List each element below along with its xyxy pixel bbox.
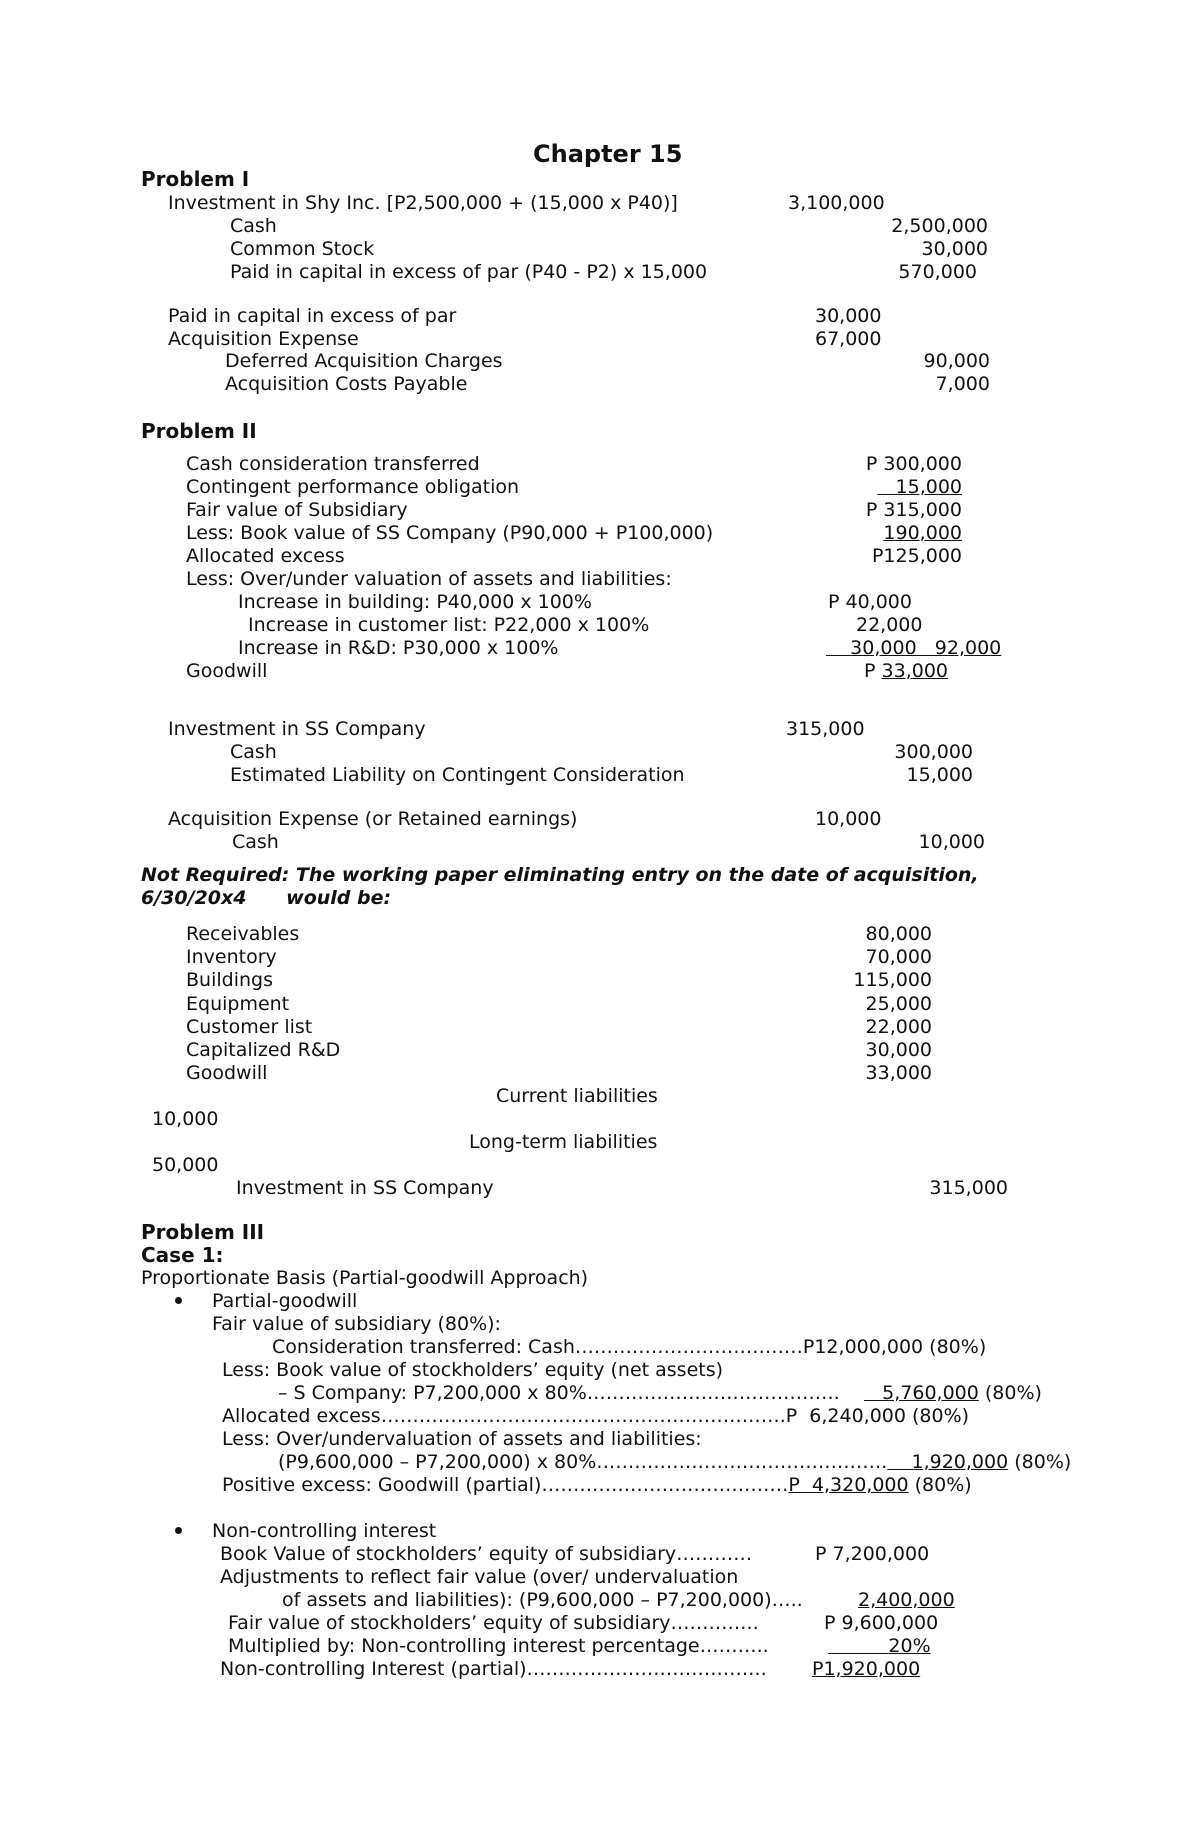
p2-elim-account: Customer list <box>186 1016 313 1038</box>
p2-elim-account: Equipment <box>186 993 290 1015</box>
problem-1-heading: Problem I <box>141 167 250 191</box>
p1-entry1-credit-account: Common Stock <box>230 238 375 260</box>
p2-elim-amount: 33,000 <box>865 1062 932 1084</box>
p3-partial-goodwill-bullet: Partial-goodwill <box>212 1290 358 1312</box>
p2-elim-amount: 30,000 <box>865 1039 932 1061</box>
p3-s-company-line: – S Company: P7,200,000 x 80%…………………………………. 5,760,000 (80%) <box>278 1382 1042 1404</box>
p2-elim-account: Capitalized R&D <box>186 1039 341 1061</box>
p2-comp-label: Less: Over/under valuation of assets and liabilities: <box>186 568 672 590</box>
p3-nci-mult-amount: 20% <box>888 1635 931 1657</box>
p2-comp-amount: P 40,000 <box>828 591 912 613</box>
p3-nci-adj-label-1: Adjustments to reflect fair value (over/ undervaluation <box>220 1566 739 1588</box>
p2-comp-amount: P 315,000 <box>865 499 962 521</box>
p2-comp-amount: 190,000 <box>883 522 962 544</box>
p3-nci-bullet: Non-controlling interest <box>212 1520 437 1542</box>
p2-comp-label: Fair value of Subsidiary <box>186 499 408 521</box>
p2-comp-label: Increase in building: P40,000 x 100% <box>238 591 592 613</box>
p3-positive-line: Positive excess: Goodwill (partial)…………………………………P 4,320,000 (80%) <box>222 1474 972 1496</box>
p2-comp-amount: 15,000 <box>895 476 962 498</box>
p2-elim-amount: 80,000 <box>865 923 932 945</box>
p2-entry2-debit-account: Acquisition Expense (or Retained earnings) <box>168 808 578 830</box>
p2-current-liabilities-amount: 10,000 <box>152 1108 219 1130</box>
bullet-icon <box>175 1297 182 1304</box>
p2-entry1-debit-amount: 315,000 <box>786 718 865 740</box>
p3-nci-fv-amount: P 9,600,000 <box>824 1612 939 1634</box>
p1-entry1-debit-amount: 3,100,000 <box>788 192 885 214</box>
p2-comp-label: Allocated excess <box>186 545 345 567</box>
p2-elim-amount: 22,000 <box>865 1016 932 1038</box>
p3-basis: Proportionate Basis (Partial-goodwill Approach) <box>141 1267 589 1289</box>
problem-3-heading: Problem III <box>141 1220 265 1244</box>
p2-long-term-liabilities-amount: 50,000 <box>152 1154 219 1176</box>
p3-less-over: Less: Over/undervaluation of assets and liabilities: <box>222 1428 702 1450</box>
p3-case-heading: Case 1: <box>141 1243 224 1267</box>
p3-nci-bv-amount: P 7,200,000 <box>815 1543 930 1565</box>
p2-elim-account: Buildings <box>186 969 273 991</box>
p2-elim-amount: 115,000 <box>853 969 932 991</box>
p1-entry2-debit-account: Acquisition Expense <box>168 328 359 350</box>
p1-entry2-credit-amount: 7,000 <box>935 373 990 395</box>
problem-2-heading: Problem II <box>141 419 257 443</box>
p3-fv-label: Fair value of subsidiary (80%): <box>212 1313 501 1335</box>
p3-nci-label: Non-controlling Interest (partial)……………………………….. <box>220 1658 767 1680</box>
p3-nci-adj-label-2: of assets and liabilities): (P9,600,000 – P7,200,000)….. <box>282 1589 803 1611</box>
p3-less-bv: Less: Book value of stockholders’ equity (net assets) <box>222 1359 724 1381</box>
p2-elim-amount: 70,000 <box>865 946 932 968</box>
p3-consideration-line: Consideration transferred: Cash………………………………P12,000,000 (80%) <box>272 1336 987 1358</box>
p2-note-line-2: 6/30/20x4 would be: <box>141 887 392 909</box>
p2-entry1-credit-amount: 300,000 <box>894 741 973 763</box>
p1-entry1-debit-account: Investment in Shy Inc. [P2,500,000 + (15,000 x P40)] <box>168 192 678 214</box>
p2-comp-amount: P 300,000 <box>865 453 962 475</box>
p2-entry1-credit-amount: 15,000 <box>906 764 973 786</box>
p2-investment-label: Investment in SS Company <box>236 1177 494 1199</box>
p3-nci-mult-label: Multiplied by: Non-controlling interest percentage……….. <box>228 1635 769 1657</box>
page-title: Chapter 15 <box>533 140 683 168</box>
p3-nci-adj-amount: 2,400,000 <box>858 1589 955 1611</box>
p2-note-line-1: Not Required: The working paper eliminating entry on the date of acquisition, <box>141 864 979 886</box>
p2-entry1-debit-account: Investment in SS Company <box>168 718 426 740</box>
p2-entry2-credit-account: Cash <box>232 831 279 853</box>
p2-elim-account: Receivables <box>186 923 300 945</box>
p1-entry1-credit-amount: 570,000 <box>898 261 977 283</box>
p1-entry1-credit-amount: 2,500,000 <box>891 215 988 237</box>
p2-comp-amount: 30,000 92,000 <box>850 637 1002 659</box>
p2-elim-account: Goodwill <box>186 1062 268 1084</box>
p2-current-liabilities-label: Current liabilities <box>496 1085 658 1107</box>
p2-elim-amount: 25,000 <box>865 993 932 1015</box>
p2-comp-amount: P125,000 <box>871 545 962 567</box>
p1-entry2-debit-account: Paid in capital in excess of par <box>168 305 457 327</box>
p2-entry2-debit-amount: 10,000 <box>815 808 882 830</box>
p1-entry2-debit-amount: 67,000 <box>815 328 882 350</box>
p3-nci-fv-label: Fair value of stockholders’ equity of subsidiary………….. <box>228 1612 759 1634</box>
p1-entry1-credit-account: Cash <box>230 215 277 237</box>
p2-entry1-credit-account: Estimated Liability on Contingent Consideration <box>230 764 685 786</box>
p2-comp-label: Cash consideration transferred <box>186 453 480 475</box>
p1-entry1-credit-amount: 30,000 <box>921 238 988 260</box>
p2-entry1-credit-account: Cash <box>230 741 277 763</box>
p1-entry1-credit-account: Paid in capital in excess of par (P40 - P2) x 15,000 <box>230 261 708 283</box>
bullet-icon <box>175 1527 182 1534</box>
p1-entry2-credit-amount: 90,000 <box>923 350 990 372</box>
p2-entry2-credit-amount: 10,000 <box>918 831 985 853</box>
p2-comp-label: Increase in customer list: P22,000 x 100% <box>248 614 650 636</box>
p1-entry2-debit-amount: 30,000 <box>815 305 882 327</box>
p2-comp-amount: P 33,000 <box>864 660 948 682</box>
p2-comp-amount: 22,000 <box>856 614 923 636</box>
p2-long-term-liabilities-label: Long-term liabilities <box>469 1131 658 1153</box>
p3-over-line: (P9,600,000 – P7,200,000) x 80%………………………………………. 1,920,000 (80%) <box>278 1451 1072 1473</box>
p3-nci-bv-label: Book Value of stockholders’ equity of subsidiary………… <box>220 1543 753 1565</box>
p2-comp-label: Contingent performance obligation <box>186 476 520 498</box>
p1-entry2-credit-account: Acquisition Costs Payable <box>225 373 468 395</box>
p2-investment-amount: 315,000 <box>929 1177 1008 1199</box>
p2-comp-label: Increase in R&D: P30,000 x 100% <box>238 637 559 659</box>
p3-nci-amount: P1,920,000 <box>812 1658 921 1680</box>
p1-entry2-credit-account: Deferred Acquisition Charges <box>225 350 503 372</box>
p2-comp-label: Less: Book value of SS Company (P90,000 + P100,000) <box>186 522 714 544</box>
p3-allocated-line: Allocated excess……………………………………………………….P 6,240,000 (80%) <box>222 1405 970 1427</box>
p2-comp-label: Goodwill <box>186 660 268 682</box>
p2-elim-account: Inventory <box>186 946 277 968</box>
